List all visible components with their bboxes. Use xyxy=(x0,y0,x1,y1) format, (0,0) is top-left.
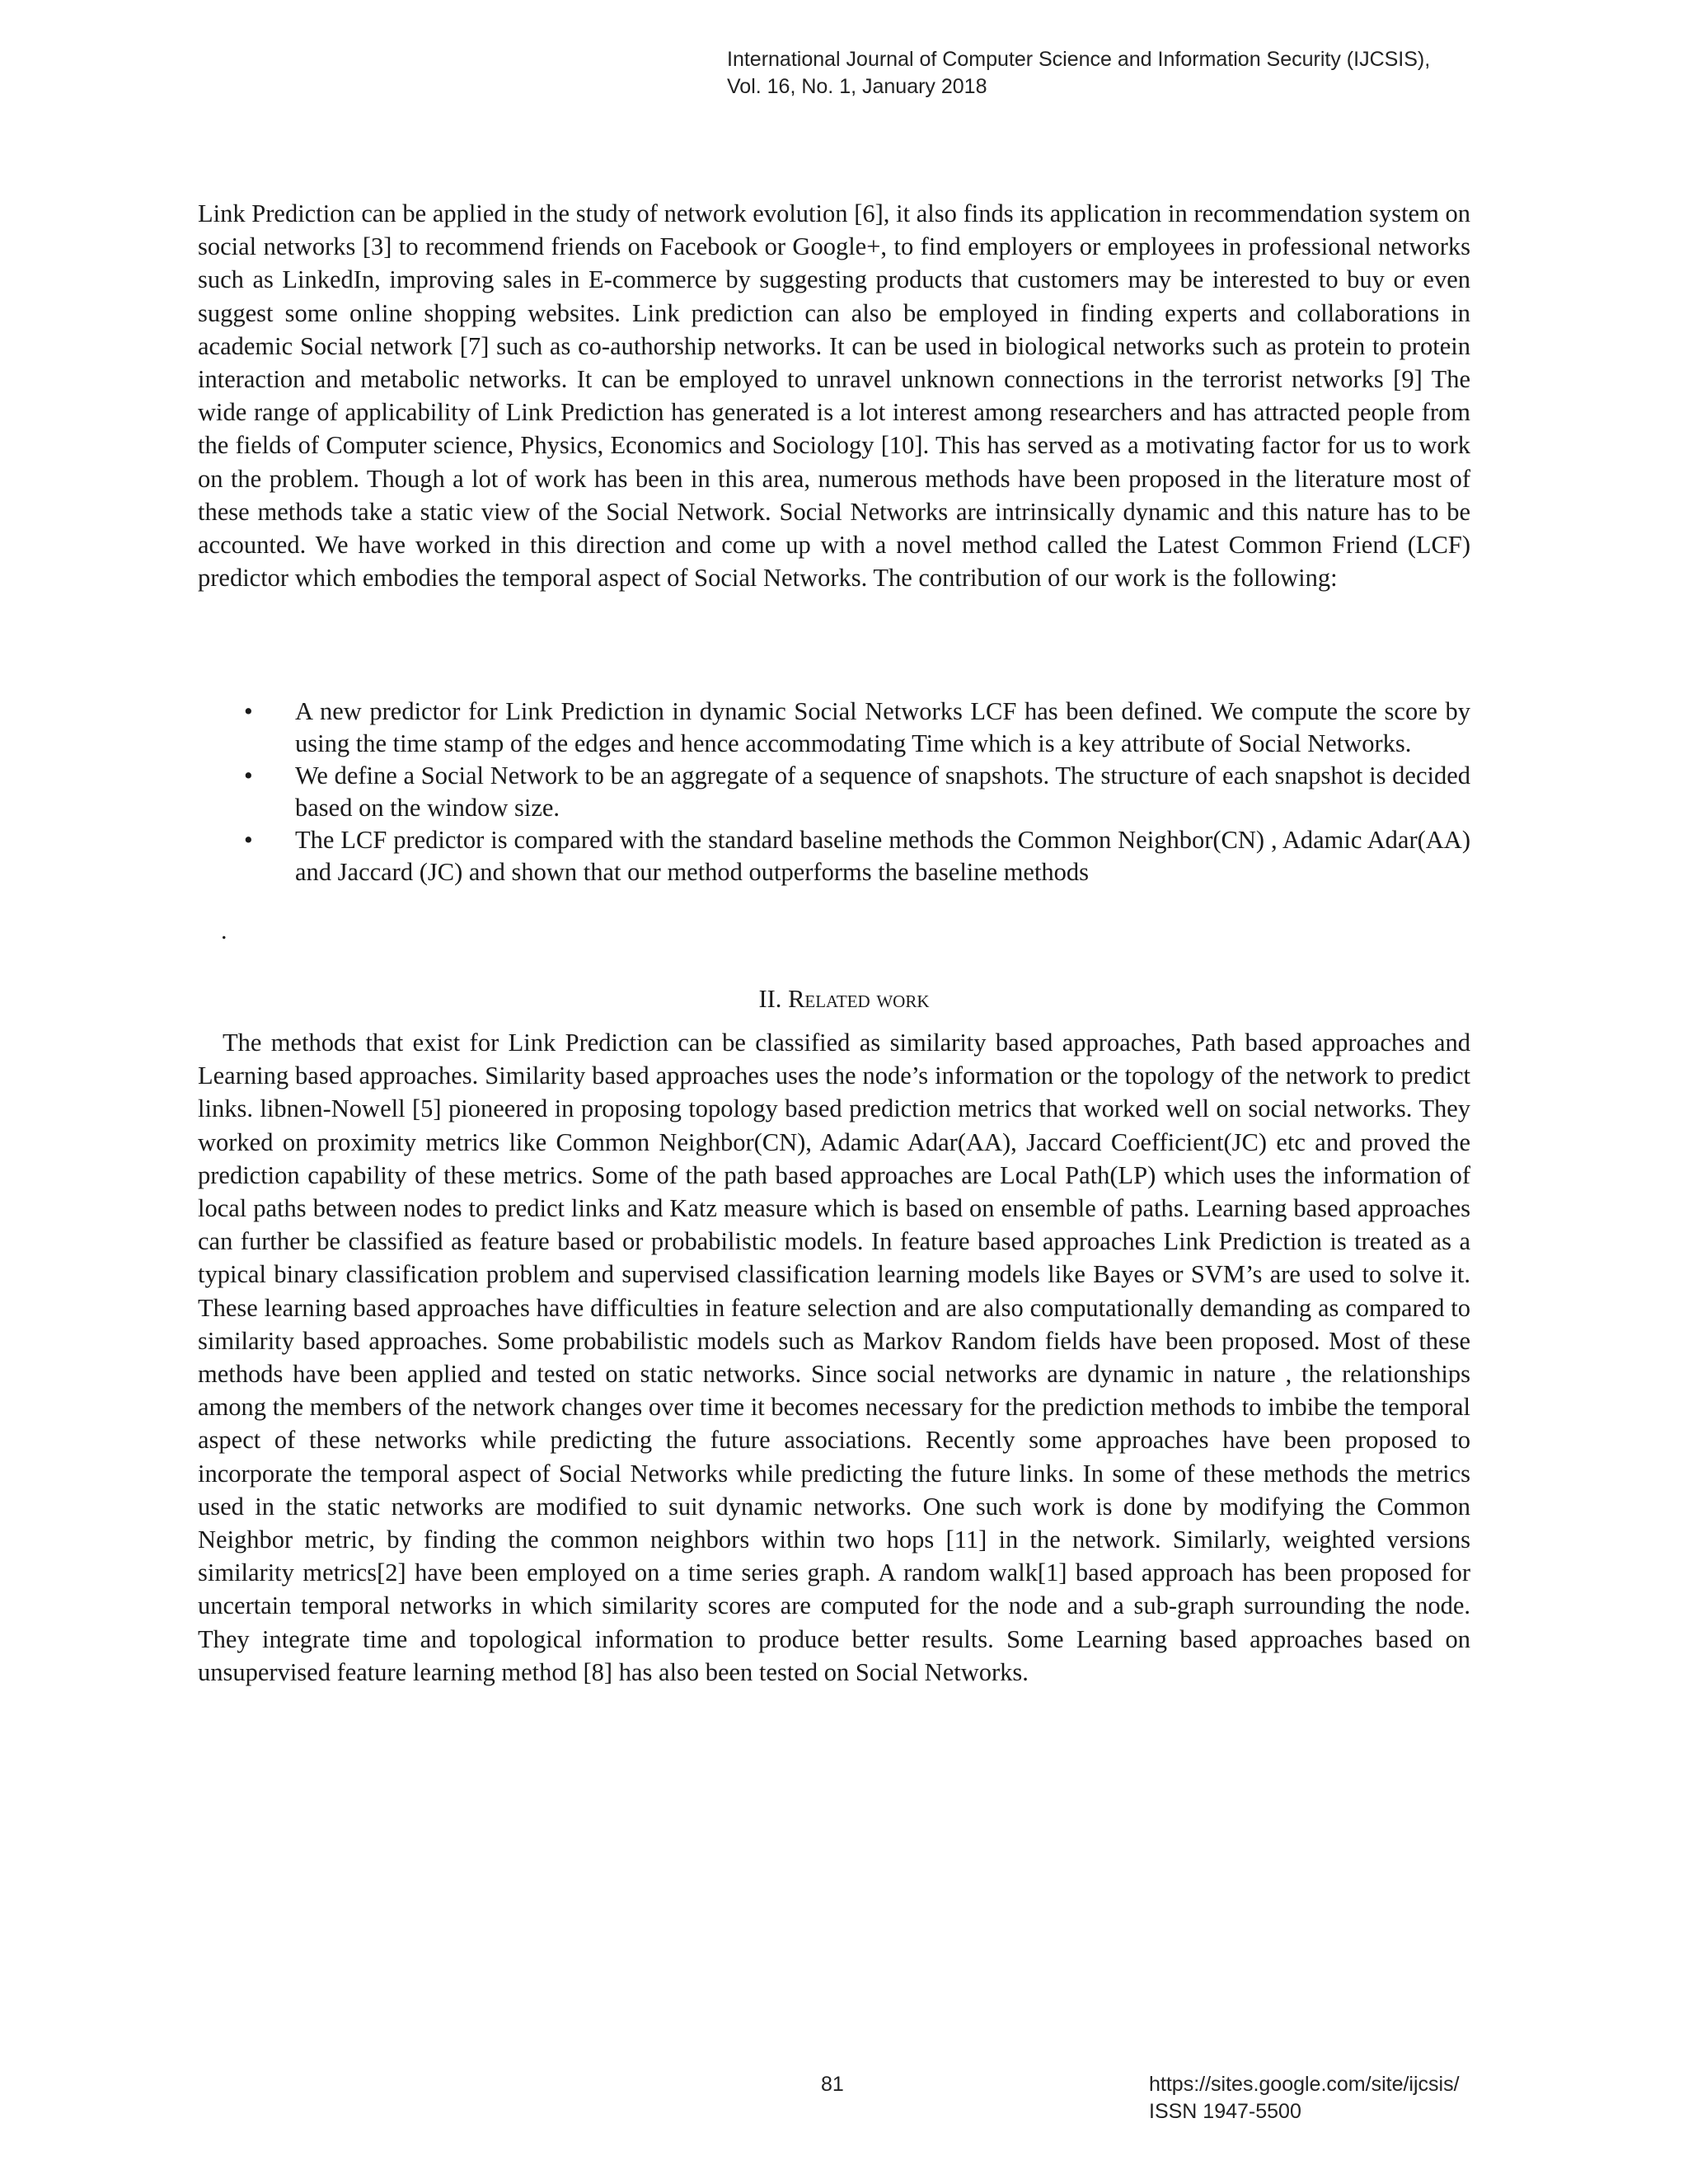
journal-header xyxy=(727,46,1430,101)
contribution-text: The LCF predictor is compared with the standard baseline methods the Common Neighbor(CN) , Adamic Adar(AA) and Jaccard (JC) and shown that our method outperforms the baseline methods xyxy=(295,826,1470,886)
section-heading xyxy=(0,984,1688,1014)
journal-url: https://sites.google.com/site/ijcsis/ xyxy=(1149,2073,1460,2096)
bullet-icon: • xyxy=(244,697,253,725)
journal-issn: ISSN 1947-5500 xyxy=(1149,2100,1301,2123)
contribution-text: A new predictor for Link Prediction in dynamic Social Networks LCF has been defined. We compute the score by using the time stamp of the edges and hence accommodating Time which is a key attribute of Social Networks. xyxy=(295,697,1470,757)
contribution-item xyxy=(198,824,1470,888)
footer-info xyxy=(1149,2071,1460,2125)
contribution-text: We define a Social Network to be an aggregate of a sequence of snapshots. The structure of each snapshot is decided based on the window size. xyxy=(295,762,1470,822)
journal-title-line: International Journal of Computer Science and Information Security (IJCSIS), xyxy=(727,48,1431,71)
contributions-list xyxy=(198,696,1470,888)
contribution-item xyxy=(198,760,1470,824)
related-work-paragraph: The methods that exist for Link Prediction can be classified as similarity based approaches, Path based approaches and Learning based approaches. Similarity based approaches uses the node’s information or the topology of the network to predict links. libnen-Nowell [5] pioneered in proposing topology based prediction metrics that worked well on social networks. They worked on proximity metrics like Common Neighbor(CN), Adamic Adar(AA), Jaccard Coefficient(JC) etc and proved the prediction capability of these metrics. Some of the path based approaches are Local Path(LP) which uses the information of local paths between nodes to predict links and Katz measure which is based on ensemble of paths. Learning based approaches can further be classified as feature based or probabilistic models. In feature based approaches Link Prediction is treated as a typical binary classification problem and supervised classification learning models like Bayes or SVM’s are used to solve it. These learning based approaches have difficulties in feature selection and are also computationally demanding as compared to similarity based approaches. Some probabilistic models such as Markov Random fields have been proposed. Most of these methods have been applied and tested on static networks. Since social networks are dynamic in nature , the relationships among the members of the network changes over time it becomes necessary for the prediction methods to imbibe the temporal aspect of these networks while predicting the future associations. Recently some approaches have been proposed to incorporate the temporal aspect of Social Networks while predicting the future links. In some of these methods the metrics used in the static networks are modified to suit dynamic networks. One such work is done by modifying the Common Neighbor metric, by finding the common neighbors within two hops [11] in the network. Similarly, weighted versions similarity metrics[2] have been employed on a time series graph. A random walk[1] based approach has been proposed for uncertain temporal networks in which similarity scores are computed for the node and a sub-graph surrounding the node. They integrate time and topological information to produce better results. Some Learning based approaches based on unsupervised feature learning method [8] has also been tested on Social Networks. xyxy=(198,1029,1470,1686)
section-title: Related work xyxy=(788,985,930,1013)
contribution-item xyxy=(198,696,1470,760)
page-number: 81 xyxy=(821,2073,844,2096)
stray-period: . xyxy=(221,917,227,944)
bullet-icon: • xyxy=(244,762,253,790)
bullet-icon: • xyxy=(244,826,253,854)
journal-volume-line: Vol. 16, No. 1, January 2018 xyxy=(727,75,987,98)
section-number: II. xyxy=(758,985,782,1013)
intro-paragraph: Link Prediction can be applied in the study of network evolution [6], it also finds its application in recommendation system on social networks [3] to recommend friends on Facebook or Google+, to find employers or employees in professional networks such as LinkedIn, improving sales in E-commerce by suggesting products that customers may be interested to buy or even suggest some online shopping websites. Link prediction can also be employed in finding experts and collaborations in academic Social network [7] such as co-authorship networks. It can be used in biological networks such as protein to protein interaction and metabolic networks. It can be employed to unravel unknown connections in the terrorist networks [9] The wide range of applicability of Link Prediction has generated is a lot interest among researchers and has attracted people from the fields of Computer science, Physics, Economics and Sociology [10]. This has served as a motivating factor for us to work on the problem. Though a lot of work has been in this area, numerous methods have been proposed in the literature most of these methods take a static view of the Social Network. Social Networks are intrinsically dynamic and this nature has to be accounted. We have worked in this direction and come up with a novel method called the Latest Common Friend (LCF) predictor which embodies the temporal aspect of Social Networks. The contribution of our work is the following: xyxy=(198,199,1470,593)
